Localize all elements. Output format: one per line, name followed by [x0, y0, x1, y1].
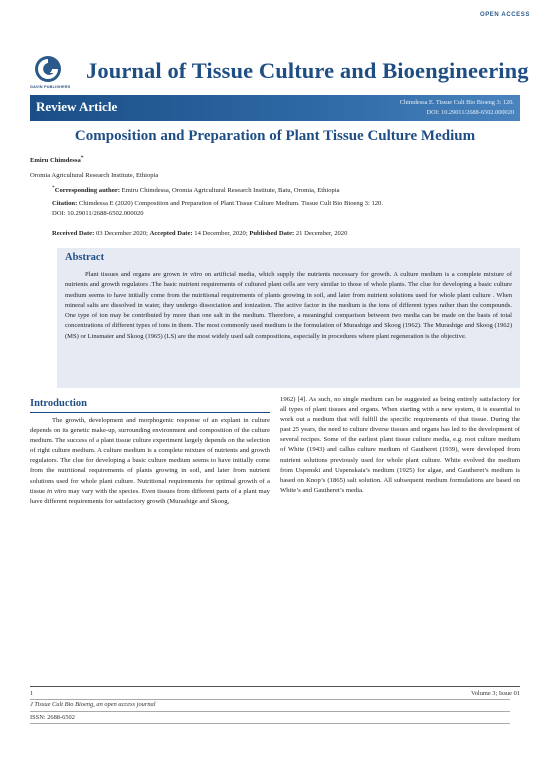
article-type: Review Article: [36, 99, 118, 114]
accepted-label: Accepted Date:: [149, 230, 193, 237]
author-line: [30, 155, 84, 164]
corresponding-sup: *: [52, 185, 55, 191]
journal-title: Journal of Tissue Culture and Bioengineering: [86, 58, 529, 83]
intro-left-rest: may vary with the species. Even tissues from different parts of a plant may have different requirements for satisfactory growth (Murashige and Skoog,: [30, 487, 270, 505]
abstract-box: [57, 248, 520, 388]
abstract-heading: Abstract: [65, 252, 105, 263]
footer-divider: [30, 686, 520, 687]
page-number: 1: [30, 690, 34, 697]
introduction-heading: Introduction: [30, 398, 87, 409]
footer-issn: ISSN: 2688-6502: [30, 714, 75, 721]
footer-line: [30, 699, 510, 700]
open-access-badge: [480, 12, 530, 18]
abstract-text-rest: on artificial media, which supply the nutrients necessary for growth. A culture medium is a complete mixture of nutrients and growth regulators .The basic nutrient requirements of cultured plant cells are very similar to those of whole plants. The clue for developing a basic culture medium seems to have initially come from the nutritional requirements of plants growing in soil, and later from nutrient solutions used for whole plant culture . When mineral salts are dissolved in water, they undergo dissociation and ionization. The active factor in the medium is the ions of different types rather than the compounds. One type of ion may be contributed by more than one salt in the medium. Therefore, a meaningful comparison between two media can be made on the basis of total concentrations of different types of ions in them. The most commonly used medium is the formulation of Murashige and Skoog (1962). The Murashige and Skoog (1962) (MS) or Linsmaier and Skoog (1965) (LS) are the most widely used salt compositions, especially in procedures where plant regeneration is the objective.: [65, 271, 513, 340]
abstract-text-start: Plant tissues and organs are grown: [85, 271, 183, 278]
open-access-label: OPEN ACCESS: [479, 12, 530, 18]
intro-left-start: The growth, development and morphogenic response of an explant in culture depends on its genetic make-up, surrounding environment and composition of the culture medium. The success of a plant tissue culture experiment largely depends on the selection of right culture medium. A culture medium is a complete mixture of nutrients and growth regulators. The clue for developing a basic culture medium seems to have initially come from the nutritional requirements of plants growing in soil, and later from nutrient solutions used for whole plant culture. Nutritional requirements for optimal growth of a tissue: [30, 417, 270, 495]
publisher-name: GAVIN PUBLISHERS: [30, 85, 71, 89]
footer-line: [30, 711, 510, 712]
author-sup: *: [80, 155, 84, 161]
intro-left-italic: in vitro: [47, 487, 67, 495]
short-citation-doi: DOI: 10.29011/2688-6502.000020: [426, 109, 514, 116]
article-type-band: [30, 95, 520, 121]
footer-journal: J Tissue Cult Bio Bioeng, an open access journal: [30, 701, 156, 708]
published-label: Published Date:: [249, 230, 295, 237]
corresponding-label: Corresponding author:: [54, 187, 121, 195]
citation-text: Chimdessa E (2020) Composition and Preparation of Plant Tissue Culture Medium. Tissue Cult Bio Bioeng 3: 120.: [77, 200, 383, 207]
paper-title: Composition and Preparation of Plant Tissue Culture Medium: [74, 128, 476, 144]
volume-issue: Volume 3; Issue 01: [470, 690, 520, 697]
corresponding-text: Emiru Chimdessa, Oromia Agricultural Research Institute, Batu, Oromia, Ethiopia: [120, 187, 340, 195]
received-label: Received Date:: [52, 230, 95, 237]
short-citation: [400, 98, 514, 118]
corresponding-author: [52, 185, 340, 194]
citation-line: [52, 200, 383, 207]
gavin-publishers-logo-icon: [34, 55, 62, 85]
abstract-text: [65, 270, 512, 342]
citation-label: Citation:: [52, 200, 78, 207]
introduction-left-column: [30, 416, 270, 507]
heading-rule: [30, 412, 270, 413]
accepted-date: 14 December, 2020;: [192, 230, 250, 237]
short-citation-line1: Chimdessa E. Tissue Cult Bio Bioeng 3: 120.: [399, 99, 514, 106]
affiliation: Oromia Agricultural Research Institute, Ethiopia: [30, 172, 159, 179]
introduction-right-column: 1962) [4]. As such, no single medium can be suggested as being entirely satisfactory for all types of plant tissues and organs. When starting with a new system, it is essential to work out a medium that will fulfill the specific requirements of that tissue. During the past 25 years, the need to culture diverse tissues and organs has led to the development of several recipes. Some of the earliest plant tissue culture media, e.g. root culture medium of White (1943) and callus culture medium of Gautheret (1939), were developed from nutrient solutions previously used for whole plant culture. White evolved the medium from Uspenski and Uspenskaia’s medium (1925) for algae, and Gautheret’s medium is based on Knop’s (1865) salt solution. All subsequent medium formulations are based on White’s and Gautheret’s media.: [280, 396, 520, 494]
author-name: Emiru Chimdessa: [30, 157, 81, 165]
citation-doi: DOI: 10.29011/2688-6502.000020: [52, 210, 144, 217]
footer-line: [30, 723, 510, 724]
abstract-italic: in vitro: [182, 271, 203, 278]
received-date: 03 December 2020;: [94, 230, 150, 237]
published-date: 21 December, 2020: [294, 230, 348, 237]
dates-line: [52, 230, 347, 237]
